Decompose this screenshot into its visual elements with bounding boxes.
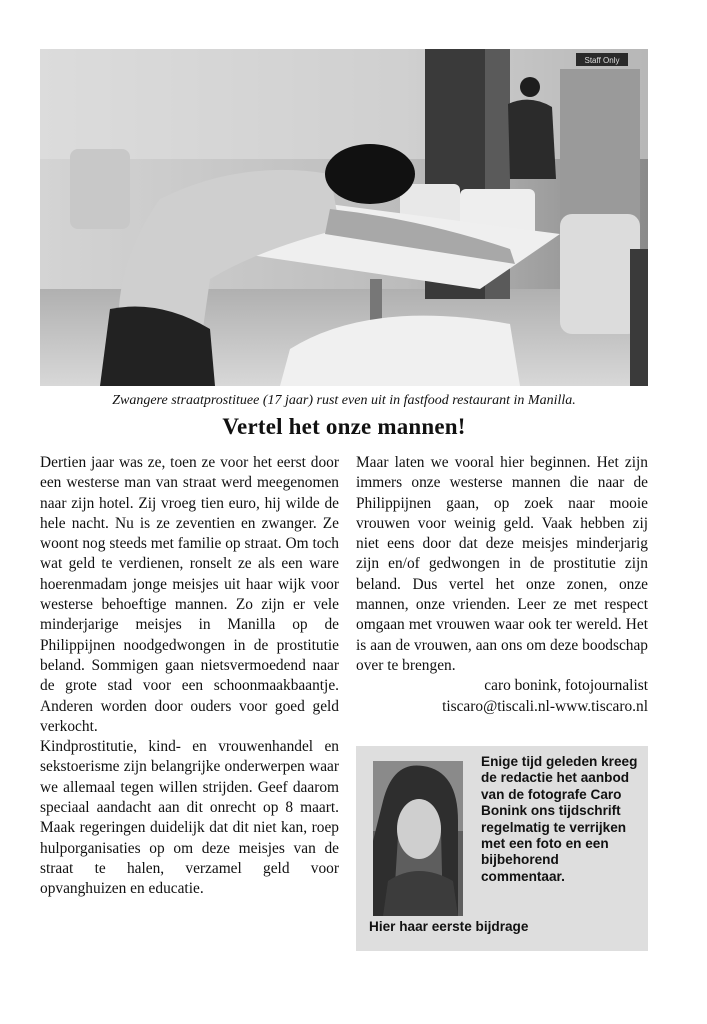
author-contact: tiscaro@tiscali.nl-www.tiscaro.nl	[442, 697, 648, 715]
article-photo	[40, 49, 648, 386]
editorial-note-box	[356, 746, 648, 951]
right-column	[356, 453, 648, 717]
paragraph: Dertien jaar was ze, toen ze voor het eerst door een westerse man van straat werd meegenomen naar zijn hotel. Zij vroeg tien euro, hij wilde de hele nacht. Nu is ze zeventien en zwanger. Ze woont nog steeds met familie op straat. Om toch wat geld te verdienen, ronselt ze als een ware hoerenmadam jonge meisjes uit haar wijk voor westerse behoeftige mannen. Zo zijn er vele minderjarige meisjes in Manilla op de Philippijnen noodgedwongen in de prostitutie beland. Sommigen gaan nietsvermoedend naar de grote stad voor een schoonmaakbaantje. Anderen worden door ouders voor goed geld verkocht.	[40, 454, 339, 735]
editorial-note-text: Enige tijd geleden kreeg de redactie het aanbod van de fotografe Caro Bonink ons tijdschrift regelmatig te verrijken met een foto en een bijbehorend commentaar.	[481, 754, 638, 884]
left-column	[40, 453, 339, 900]
paragraph: Kindprostitutie, kind- en vrouwenhandel en sekstoerisme zijn belangrijke onderwerpen waar we allemaal tegen willen strijden. Geef daarom speciaal aandacht aan dit onrecht op 8 maart. Maak regeringen duidelijk dat dit niet kan, roep hulporganisaties op om deze meisjes van de straat te halen, verzamel geld voor opvanghuizen en educatie.	[40, 738, 339, 898]
paragraph: Maar laten we vooral hier beginnen. Het zijn immers onze westerse mannen die naar de Philippijnen gaan, op zoek naar mooie vrouwen voor weinig geld. Vaak hebben zij niet eens door dat deze meisjes minderjarig zijn en/of gedwongen in de prostitutie zijn beland. Dus vertel het onze zonen, onze mannen, onze vrienden. Leer ze met respect omgaan met vrouwen waar ook ter wereld. Het is aan de vrouwen, aan ons om deze boodschap over te brengen.	[356, 454, 648, 674]
article-headline: Vertel het onze mannen!	[222, 414, 466, 439]
svg-text:Staff Only: Staff Only	[584, 56, 620, 65]
photo-caption: Zwangere straatprostituee (17 jaar) rust even uit in fastfood restaurant in Manilla.	[112, 393, 576, 408]
photographer-portrait	[373, 761, 463, 916]
staff-only-sign	[576, 53, 628, 66]
author-signature: caro bonink, fotojournalist	[484, 677, 648, 695]
editorial-note-last-line: Hier haar eerste bijdrage	[369, 919, 529, 934]
